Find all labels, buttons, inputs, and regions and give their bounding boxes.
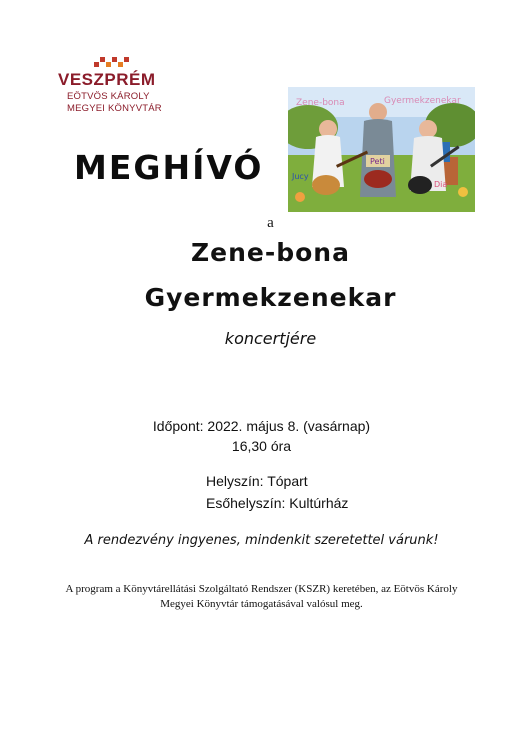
photo-label-dia: Dia: [434, 180, 448, 189]
event-time: 16,30 óra: [231, 438, 292, 454]
photo-label-peti: Peti: [370, 157, 385, 166]
band-photo: [288, 87, 475, 212]
event-rain-venue: Esőhelyszín: Kultúrház: [206, 495, 349, 511]
invite-line: A rendezvény ingyenes, mindenkit szeretettel várunk!: [84, 533, 439, 548]
band-name-line1: Zene-bona: [191, 238, 350, 267]
event-venue: Helyszín: Tópart: [206, 473, 308, 489]
connector-text: a: [267, 215, 274, 231]
logo-subtitle-line2: MEGYEI KÖNYVTÁR: [67, 103, 162, 114]
photo-label-jucy: Jucy: [292, 172, 309, 181]
logo-name: VESZPRÉM: [58, 70, 156, 89]
concert-label: koncertjére: [224, 329, 317, 348]
invitation-title: MEGHÍVÓ: [74, 148, 264, 187]
library-logo: [58, 56, 178, 118]
event-date: Időpont: 2022. május 8. (vasárnap): [152, 418, 371, 434]
band-name-line2: Gyermekzenekar: [144, 283, 397, 312]
footer-note: A program a Könyvtárellátási Szolgáltató Rendszer (KSZR) keretében, az Eötvös Károly Megyei Könyvtár támogatásával valósul meg.: [65, 583, 458, 610]
photo-caption-right: Gyermekzenekar: [384, 96, 461, 106]
photo-caption-left: Zene-bona: [296, 98, 345, 108]
logo-checker-icon: [94, 56, 134, 68]
logo-subtitle-line1: EÖTVÖS KÁROLY: [67, 91, 150, 102]
